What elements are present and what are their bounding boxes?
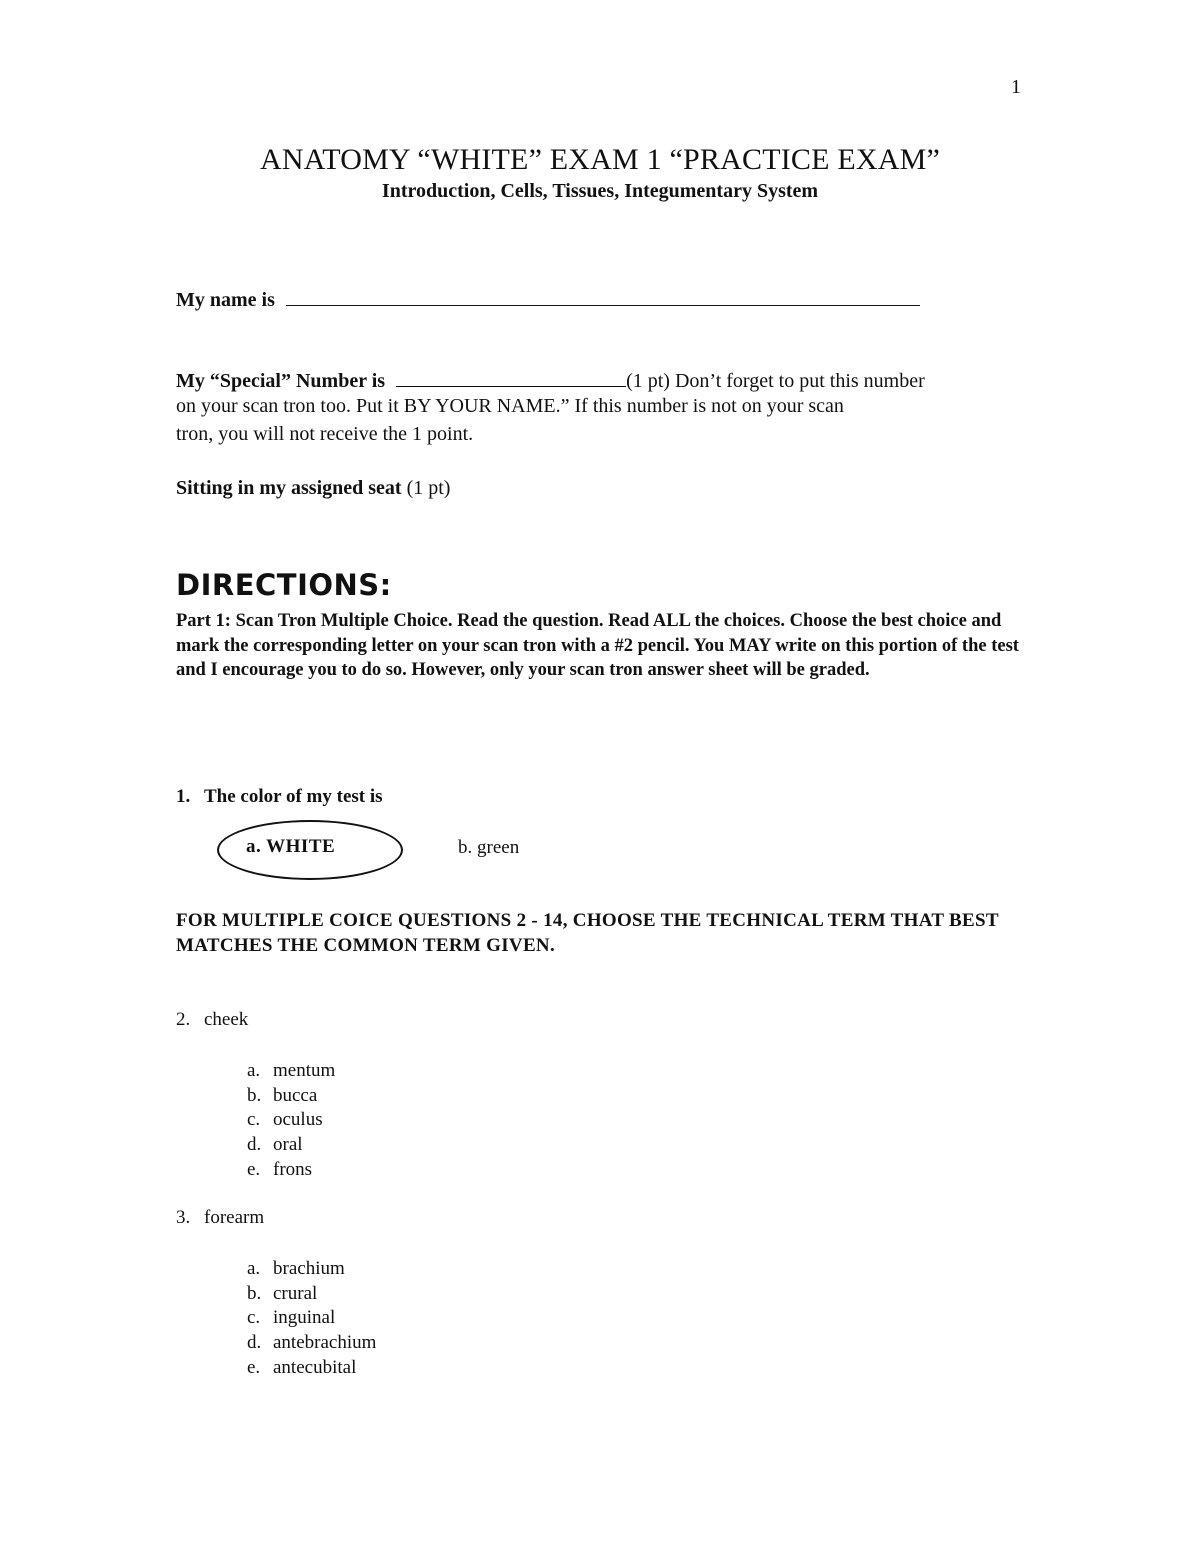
- choice-letter: b.: [247, 1282, 262, 1304]
- choice-letter: e.: [247, 1356, 261, 1378]
- choice-item[interactable]: [247, 1306, 376, 1331]
- choice-text: oculus: [273, 1109, 323, 1131]
- page-number: 1: [1011, 76, 1021, 98]
- choice-item[interactable]: [247, 1158, 335, 1183]
- choice-item[interactable]: [247, 1084, 335, 1109]
- special-number-note-3: tron, you will not receive the 1 point.: [176, 423, 474, 445]
- question-1: [176, 786, 383, 808]
- special-number-note-2: on your scan tron too. Put it BY YOUR NAME.” If this number is not on your scan: [176, 395, 844, 417]
- special-number-row: [176, 368, 925, 393]
- choice-text: antecubital: [273, 1356, 357, 1378]
- choice-letter: b.: [247, 1084, 262, 1106]
- choice-letter: c.: [247, 1307, 261, 1329]
- choice-item[interactable]: [247, 1059, 335, 1084]
- name-blank[interactable]: [286, 287, 920, 306]
- exam-subtitle: Introduction, Cells, Tissues, Integumentary System: [381, 180, 819, 202]
- special-number-blank[interactable]: [396, 368, 626, 387]
- question-3-number: 3.: [176, 1207, 191, 1228]
- seat-label: Sitting in my assigned seat: [176, 477, 402, 499]
- choice-text: frons: [273, 1158, 313, 1180]
- question-3-text: forearm: [204, 1207, 265, 1228]
- directions-heading: DIRECTIONS:: [176, 568, 392, 602]
- choice-text: crural: [273, 1282, 318, 1304]
- choice-text: inguinal: [273, 1307, 336, 1329]
- exam-title: ANATOMY “WHITE” EXAM 1 “PRACTICE EXAM”: [259, 143, 940, 176]
- choice-item[interactable]: [247, 1282, 376, 1307]
- question-1-number: 1.: [176, 786, 191, 807]
- choice-item[interactable]: [247, 1108, 335, 1133]
- name-label: My name is: [176, 289, 275, 311]
- seat-points: (1 pt): [406, 477, 451, 499]
- question-2: [176, 1009, 248, 1031]
- choice-text: brachium: [273, 1258, 345, 1279]
- question-2-choices: [247, 1059, 335, 1183]
- matching-instructions: FOR MULTIPLE COICE QUESTIONS 2 - 14, CHOOSE THE TECHNICAL TERM THAT BEST MATCHES THE COMMON TERM GIVEN.: [176, 910, 999, 956]
- question-2-text: cheek: [204, 1009, 249, 1030]
- choice-text: antebrachium: [273, 1332, 377, 1354]
- question-3: [176, 1207, 264, 1229]
- choice-text: mentum: [273, 1060, 336, 1081]
- choice-letter: a.: [247, 1060, 261, 1081]
- name-row: [176, 287, 920, 312]
- seat-row: [176, 477, 450, 500]
- choice-item[interactable]: [247, 1331, 376, 1356]
- choice-letter: a.: [247, 1258, 261, 1279]
- question-1-choice-a[interactable]: a. WHITE: [246, 836, 336, 857]
- choice-item[interactable]: [247, 1356, 376, 1381]
- choice-item[interactable]: [247, 1133, 335, 1158]
- choice-letter: d.: [247, 1134, 262, 1156]
- choice-letter: c.: [247, 1109, 261, 1131]
- special-number-note-1: (1 pt) Don’t forget to put this number: [626, 370, 925, 392]
- choice-text: bucca: [273, 1084, 318, 1106]
- choice-letter: e.: [247, 1158, 261, 1180]
- choice-letter: d.: [247, 1332, 262, 1354]
- directions-part1: Part 1: Scan Tron Multiple Choice. Read the question. Read ALL the choices. Choose the best choice and mark the corresponding letter on your scan tron with a #2 pencil. You MAY write on this portion of the test and I encourage you to do so. However, only your scan tron answer sheet will be graded.: [176, 611, 1019, 680]
- choice-text: oral: [273, 1134, 303, 1156]
- question-1-text: The color of my test is: [204, 786, 383, 807]
- special-number-label: My “Special” Number is: [176, 370, 386, 392]
- question-3-choices: [247, 1257, 376, 1381]
- choice-item[interactable]: [247, 1257, 376, 1282]
- question-2-number: 2.: [176, 1009, 191, 1030]
- question-1-choice-b[interactable]: b. green: [458, 837, 520, 858]
